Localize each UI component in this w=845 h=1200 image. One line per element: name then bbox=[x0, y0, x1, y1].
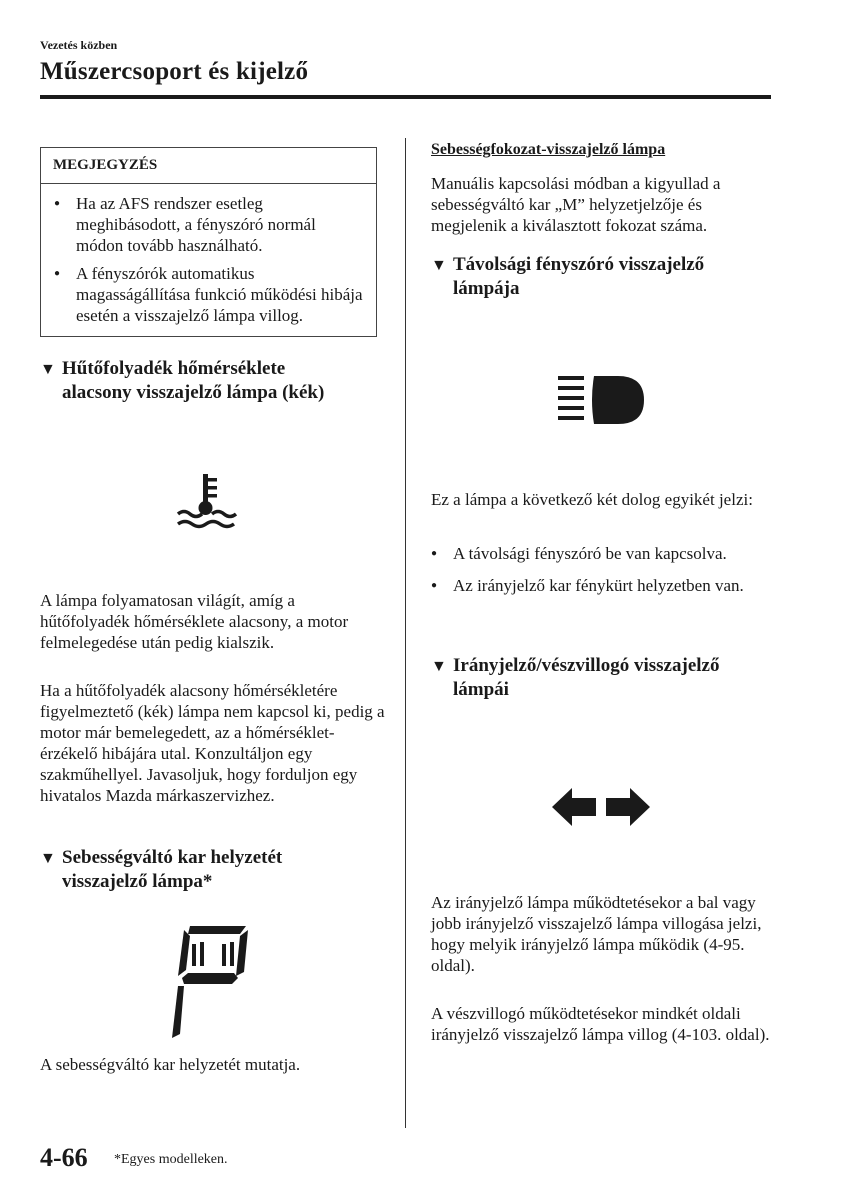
section-label: Vezetés közben bbox=[40, 38, 118, 52]
high-beam-list bbox=[431, 543, 771, 607]
note-item: ● A fényszórók automatikus magasságállítása funkció működési hibája esetén a visszajelző lámpa villog. bbox=[54, 263, 366, 326]
list-item: ● A távolsági fényszóró be van kapcsolva. bbox=[431, 543, 771, 565]
coolant-temperature-icon bbox=[172, 472, 242, 534]
list-item: ● Az irányjelző kar fénykürt helyzetben van. bbox=[431, 575, 771, 597]
turn-signal-arrows-icon bbox=[550, 786, 652, 828]
column-divider bbox=[405, 138, 406, 1128]
turn-signal-heading-line2: lámpái bbox=[453, 679, 509, 700]
gear-position-heading bbox=[40, 846, 385, 893]
heading-marker: ▼ bbox=[431, 257, 447, 274]
heading-marker: ▼ bbox=[40, 361, 56, 378]
turn-signal-heading bbox=[431, 654, 776, 701]
turn-signal-paragraph-2: A vészvillogó működtetésekor mindkét oldali irányjelző visszajelző lámpa villog (4-103. oldal). bbox=[431, 1004, 770, 1044]
note-heading: MEGJEGYZÉS bbox=[41, 148, 376, 184]
page-title: Műszercsoport és kijelző bbox=[40, 58, 309, 85]
high-beam-icon bbox=[556, 372, 648, 428]
high-beam-heading bbox=[431, 253, 776, 300]
gear-position-heading-line2: visszajelző lámpa* bbox=[62, 871, 213, 892]
note-list bbox=[54, 193, 366, 333]
turn-signal-paragraph-1: Az irányjelző lámpa működtetésekor a bal vagy jobb irányjelző visszajelző lámpa villogása jelzi, hogy melyik irányjelző lámpa működik (4-95. oldal). bbox=[431, 893, 762, 975]
note-item: ● Ha az AFS rendszer esetleg meghibásodott, a fényszóró normál módon tovább használható. bbox=[54, 193, 366, 256]
gear-p-segment-icon bbox=[168, 922, 254, 1040]
heading-marker: ▼ bbox=[431, 658, 447, 675]
note-box bbox=[40, 147, 377, 337]
footnote: *Egyes modelleken. bbox=[114, 1152, 228, 1167]
high-beam-heading-line1: Távolsági fényszóró visszajelző bbox=[453, 254, 705, 275]
coolant-paragraph-1: A lámpa folyamatosan világít, amíg a hűtőfolyadék hőmérséklete alacsony, a motor felmelegedése után pedig kialszik. bbox=[40, 591, 349, 652]
gear-position-caption: A sebességváltó kar helyzetét mutatja. bbox=[40, 1055, 301, 1074]
high-beam-intro: Ez a lámpa a következő két dolog egyikét jelzi: bbox=[431, 490, 753, 509]
gear-shift-indicator-paragraph: Manuális kapcsolási módban a kigyullad a sebességváltó kar „M” helyzetjelzője és megjelenik a kiválasztott fokozat száma. bbox=[431, 174, 721, 235]
heading-marker: ▼ bbox=[40, 850, 56, 867]
title-rule bbox=[40, 95, 771, 99]
page-number: 4-66 bbox=[40, 1143, 88, 1172]
high-beam-heading-line2: lámpája bbox=[453, 278, 520, 299]
coolant-heading-line2: alacsony visszajelző lámpa (kék) bbox=[62, 382, 325, 403]
coolant-heading bbox=[40, 357, 385, 404]
gear-shift-indicator-heading: Sebességfokozat-visszajelző lámpa bbox=[431, 141, 666, 158]
gear-position-heading-line1: Sebességváltó kar helyzetét bbox=[62, 847, 283, 868]
coolant-heading-line1: Hűtőfolyadék hőmérséklete bbox=[62, 358, 286, 379]
coolant-paragraph-2: Ha a hűtőfolyadék alacsony hőmérsékletére figyelmeztető (kék) lámpa nem kapcsol ki, pedig a motor már bemelegedett, az a hőmérséklet-érzékelő hibájára utal. Konzultáljon egy szakműhellyel. Javasoljuk, hogy forduljon egy hivatalos Mazda márkaszervizhez. bbox=[40, 681, 385, 805]
turn-signal-heading-line1: Irányjelző/vészvillogó visszajelző bbox=[453, 655, 720, 676]
